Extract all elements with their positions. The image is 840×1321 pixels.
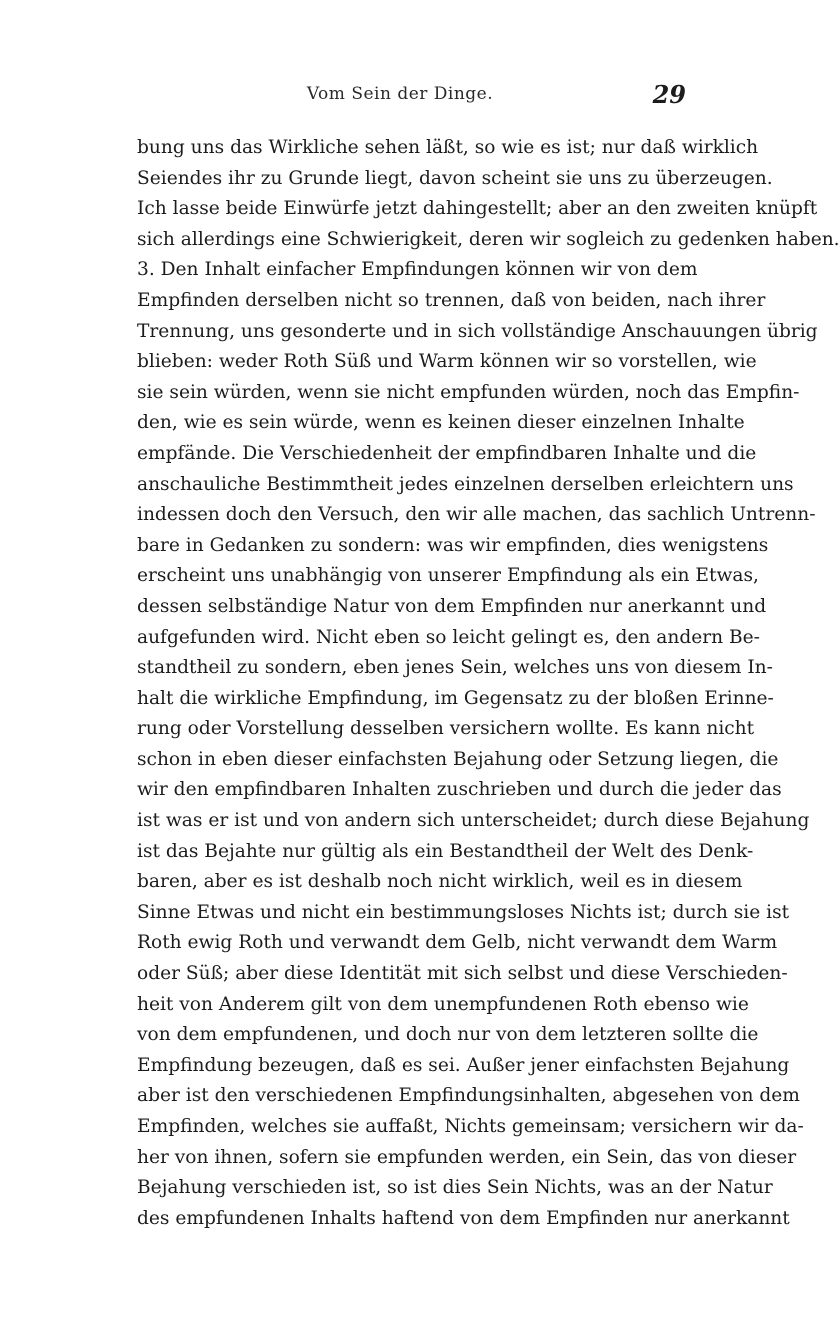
text-line: schon in eben dieser einfachsten Bejahung oder Setzung liegen, die: [137, 748, 779, 770]
text-line: anschauliche Bestimmtheit jedes einzelnen derselben erleichtern uns: [137, 473, 794, 495]
running-head: [0, 80, 800, 114]
text-line: sie sein würden, wenn sie nicht empfunden würden, noch das Empfin-: [137, 381, 800, 403]
text-line: ist das Bejahte nur gültig als ein Bestandtheil der Welt des Denk-: [137, 840, 754, 862]
text-line: Empfindung bezeugen, daß es sei. Außer jener einfachsten Bejahung: [137, 1054, 790, 1076]
text-line: heit von Anderem gilt von dem unempfundenen Roth ebenso wie: [137, 993, 749, 1015]
text-line: ist was er ist und von andern sich unterscheidet; durch diese Bejahung: [137, 810, 810, 832]
text-line: 3. Den Inhalt einfacher Empfindungen können wir von dem: [137, 259, 698, 281]
text-line: Trennung, uns gesonderte und in sich vollständige Anschauungen übrig: [137, 320, 818, 342]
text-line: des empfundenen Inhalts haftend von dem Empfinden nur anerkannt: [137, 1207, 790, 1229]
text-line: Seiendes ihr zu Grunde liegt, davon scheint sie uns zu überzeugen.: [137, 167, 773, 189]
text-line: indessen doch den Versuch, den wir alle machen, das sachlich Untrenn-: [137, 504, 816, 526]
text-line: empfände. Die Verschiedenheit der empfindbaren Inhalte und die: [137, 442, 757, 464]
text-line: von dem empfundenen, und doch nur von dem letzteren sollte die: [137, 1024, 759, 1046]
text-line: oder Süß; aber diese Identität mit sich selbst und diese Verschieden-: [137, 963, 788, 985]
text-line: erscheint uns unabhängig von unserer Empfindung als ein Etwas,: [137, 565, 759, 587]
running-title: Vom Sein der Dinge.: [306, 84, 494, 104]
body-text: [137, 133, 840, 1234]
text-line: wir den empfindbaren Inhalten zuschrieben und durch die jeder das: [137, 779, 782, 801]
text-line: bare in Gedanken zu sondern: was wir empfinden, dies wenigstens: [137, 534, 769, 556]
text-line: her von ihnen, sofern sie empfunden werden, ein Sein, das von dieser: [137, 1146, 797, 1168]
text-line: sich allerdings eine Schwierigkeit, deren wir sogleich zu gedenken haben.: [137, 228, 840, 250]
text-line: halt die wirkliche Empfindung, im Gegensatz zu der bloßen Erinne-: [137, 687, 774, 709]
text-line: aufgefunden wird. Nicht eben so leicht gelingt es, den andern Be-: [137, 626, 760, 648]
text-line: Empfinden, welches sie auffaßt, Nichts gemeinsam; versichern wir da-: [137, 1116, 804, 1137]
text-line: bung uns das Wirkliche sehen läßt, so wie es ist; nur daß wirklich: [137, 137, 759, 158]
text-line: Bejahung verschieden ist, so ist dies Sein Nichts, was an der Natur: [137, 1177, 773, 1199]
text-line: aber ist den verschiedenen Empfindungsinhalten, abgesehen von dem: [137, 1085, 800, 1107]
text-line: Ich lasse beide Einwürfe jetzt dahingestellt; aber an den zweiten knüpft: [137, 198, 818, 220]
text-line: baren, aber es ist deshalb noch nicht wirklich, weil es in diesem: [137, 871, 743, 893]
text-line: Empfinden derselben nicht so trennen, daß von beiden, nach ihrer: [137, 289, 766, 311]
text-line: dessen selbständige Natur von dem Empfinden nur anerkannt und: [137, 595, 767, 617]
text-line: blieben: weder Roth Süß und Warm können wir so vorstellen, wie: [137, 351, 757, 373]
text-line: standtheil zu sondern, eben jenes Sein, welches uns von diesem In-: [137, 657, 773, 679]
text-line: Roth ewig Roth und verwandt dem Gelb, nicht verwandt dem Warm: [137, 932, 778, 954]
text-line: den, wie es sein würde, wenn es keinen dieser einzelnen Inhalte: [137, 412, 745, 434]
text-line: rung oder Vorstellung desselben versichern wollte. Es kann nicht: [137, 718, 755, 740]
text-line: Sinne Etwas und nicht ein bestimmungsloses Nichts ist; durch sie ist: [137, 901, 790, 923]
page-number: 29: [652, 80, 686, 109]
